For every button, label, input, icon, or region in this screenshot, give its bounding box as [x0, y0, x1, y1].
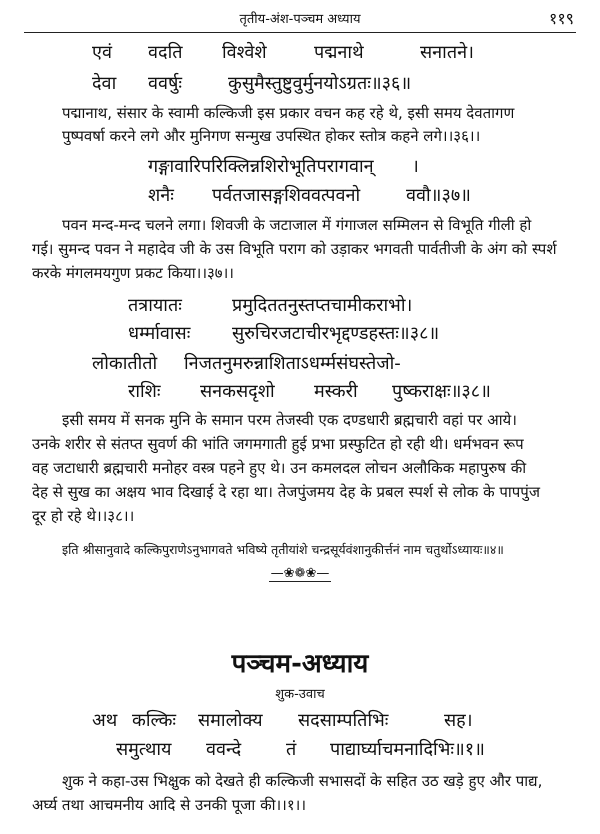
- verse-word: ववन्दे: [206, 739, 242, 760]
- prose-line: उनके शरीर से संतप्त सुवर्ण की भांति जगमगाती हुई प्रभा प्रस्फुटित हो रही थी। धर्मभवन रूप: [32, 435, 524, 453]
- verse-word: कल्किः: [132, 710, 177, 731]
- verse-word: निजतनुमरुन्नाशिताऽधर्म्मसंघस्तेजो-: [184, 353, 401, 374]
- verse-word: शनैः: [148, 185, 174, 206]
- verse-word: एवं: [92, 42, 112, 63]
- verse-word: वदति: [148, 42, 183, 63]
- chapter-title: पञ्चम-अध्याय: [231, 649, 369, 679]
- verse-word: तत्रायातः: [128, 295, 182, 316]
- header-title: तृतीय-अंश-पञ्चम अध्याय: [239, 12, 361, 27]
- prose-line: वह जटाधारी ब्रह्मचारी मनोहर वस्त्र पहने हुए थे। उन कमलदल लोचन अलौकिक महापुरुष की: [32, 459, 527, 477]
- verse-word: सह।: [444, 710, 473, 731]
- verse-word: गङ्गावारिपरिक्लिन्नशिरोभूतिपरागवान्: [148, 156, 374, 177]
- verse-word: सनातने।: [420, 42, 474, 63]
- prose-line: दूर हो रहे थे।।३८।।: [32, 507, 135, 525]
- verse-word: धर्म्मावासः: [128, 323, 191, 344]
- verse-word: ।: [412, 156, 419, 177]
- verse-word: ववौ॥३७॥: [406, 185, 471, 206]
- verse-word: तं: [286, 739, 297, 760]
- verse-word: देवा: [92, 73, 117, 94]
- section-divider: [0, 566, 600, 581]
- verse-word: पुष्कराक्षः॥३८॥: [392, 381, 491, 402]
- verse-word: पर्वतजासङ्गशिववत्पवनो: [212, 185, 361, 206]
- prose-line: पवन मन्द-मन्द चलने लगा। शिवजी के जटाजाल में गंगाजल सम्मिलन से विभूति गीली हो: [62, 216, 532, 234]
- prose-line: अर्घ्य तथा आचमनीय आदि से उनकी पूजा की।।१।।: [32, 796, 307, 814]
- verse-word: राशिः: [128, 381, 161, 402]
- speaker-label: शुक-उवाच: [275, 687, 325, 702]
- verse-word: लोकातीतो: [92, 353, 158, 374]
- verse-word: समुत्थाय: [116, 739, 172, 760]
- verse-word: पाद्यार्घ्याचमनादिभिः॥१॥: [330, 739, 485, 760]
- verse-word: प्रमुदिततनुस्तप्तचामीकराभो।: [232, 295, 413, 316]
- prose-line: करके मंगलमयगुण प्रकट किया।।३७।।: [32, 264, 234, 282]
- divider-ornament: —❀❁❀—: [270, 566, 330, 581]
- prose-line: पुष्पवर्षा करने लगे और मुनिगण सन्मुख उपस्थित होकर स्तोत्र कहने लगे।।३६।।: [62, 127, 481, 145]
- prose-line: शुक ने कहा-उस भिक्षुक को देखते ही कल्किजी सभासदों के सहित उठ खड़े हुए और पाद्य,: [62, 772, 543, 790]
- chapter-colophon: इति श्रीसानुवादे कल्किपुराणेऽनुभागवते भविष्ये तृतीयांशे चन्द्रसूर्यवंशानुकीर्त्तनं नाम चतुर्थोऽध्यायः॥४॥: [62, 542, 504, 557]
- verse-word: सुरुचिरजटाचीरभृद्दण्डहस्तः॥३८॥: [232, 323, 440, 344]
- verse-word: सनकसदृशो: [200, 381, 275, 402]
- verse-word: सदसाम्पतिभिः: [298, 710, 389, 731]
- verse-word: मस्करी: [314, 381, 358, 402]
- prose-line: देह से सुख का अक्षय भाव दिखाई दे रहा था। तेजपुंजमय देह के प्रबल स्पर्श से लोक के पापपुंज: [32, 483, 540, 501]
- prose-line: पद्मानाथ, संसार के स्वामी कल्किजी इस प्रकार वचन कह रहे थे, इसी समय देवतागण: [62, 104, 515, 122]
- verse-word: कुसुमैस्तुष्टुवुर्मुनयोऽग्रतः॥३६॥: [228, 73, 412, 94]
- prose-line: गई। सुमन्द पवन ने महादेव जी के उस विभूति पराग को उड़ाकर भगवती पार्वतीजी के अंग को स्पर्श: [32, 240, 557, 258]
- running-header: [24, 6, 576, 33]
- verse-word: समालोक्य: [198, 710, 263, 731]
- page-number: ११९: [549, 9, 574, 28]
- verse-word: अथ: [92, 710, 118, 731]
- verse-word: ववर्षुः: [148, 73, 183, 94]
- verse-word: पद्मनाथे: [314, 42, 364, 63]
- verse-word: विश्वेशे: [222, 42, 267, 63]
- prose-line: इसी समय में सनक मुनि के समान परम तेजस्वी एक दण्डधारी ब्रह्मचारी वहां पर आये।: [62, 411, 517, 429]
